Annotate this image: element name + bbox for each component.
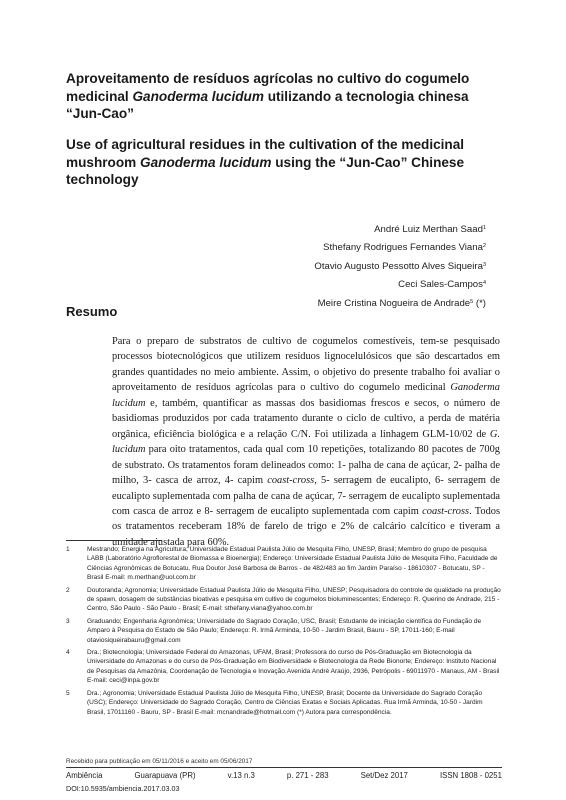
- abstract-text: , 5- serragem de eucalipto, 6- serragem de eucalipto suplementada com palha de cana de açúcar, 7- serragem de eucalipto suplementada com casca de arroz e 8- serragem de eucalipto suplementada com capim: [112, 475, 500, 517]
- title-pt-text: Aproveitamento de resíduos agrícolas no cultivo do cogumelo medicinal: [66, 71, 470, 104]
- author-affiliation-mark: 4: [482, 280, 486, 287]
- footnote-number: 1: [66, 546, 70, 553]
- footnote: [66, 617, 502, 645]
- footnote: [66, 545, 502, 583]
- footnote-text: Doutoranda; Agronomia; Universidade Estadual Paulista Júlio de Mesquita Filho, UNESP; Pesquisadora do controle de qualidade na produção de spawn, dosagem de substâncias bioativas e pesquisa em cultivo de cogumelos bioluminescentes; Endereço: R. Querino de Andrade, 215 - Centro, São Paulo - São Paulo - Brasil; E-mail: sthefany.viana@yahoo.com.br: [87, 586, 501, 613]
- abstract-species: Ganoderma lucidum: [112, 382, 500, 409]
- footnote: [66, 648, 502, 686]
- author-affiliation-mark: 1: [482, 225, 486, 231]
- author-affiliation-mark: 5: [470, 298, 474, 305]
- author-name: Meire Cristina Nogueira de Andrade: [317, 297, 471, 309]
- title-english: [66, 136, 506, 189]
- footer-divider: [66, 767, 502, 768]
- footnote: [66, 689, 502, 717]
- author-name: Otavio Augusto Pessotto Alves Siqueira: [314, 260, 483, 272]
- footnote-text: Dra.; Biotecnologia; Universidade Federal do Amazonas, UFAM, Brasil; Professora do curso de Pós-Graduação em Biotecnologia da Universidade do Amazonas e do curso de Pós-Graduação em Biodiversidade e Biotecnologia da Rede Bionorte; Endereço: Instituto Nacional de Pesquisas da Amazônia, Coordenação de Tecnologia e Inovação.Avenida André Araújo, 2936, Petrópolis - 69011970 - Manaus, AM - Brasil E-mail: ceci@inpa.gov.br: [87, 649, 500, 685]
- abstract-text: e, também, quantificar as massas dos basidiomas frescos e secos, o número de basidiomas produzidos por cada tratamento durante o ciclo de cultivo, a perda de matéria orgânica, eficiência biológica e a relação C/N. Foi utilizada a linhagem GLM-10/02 de: [112, 397, 500, 440]
- footnote-text: Dra.; Agronomia; Universidade Estadual Paulista Júlio de Mesquita Filho, UNESP, Brasil; Docente da Universidade do Sagrado Coração (USC); Endereço: Universidade do Sagrado Coração, Centro de Ciências Exatas e Sociais Aplicadas. Rua Irmã Arminda, 10-50 - Jardim Brasil, 17011160 - Bauru, SP - Brasil E-mail: mcnandrade@hotmail.com (*) Autora para correspondência.: [87, 689, 483, 716]
- section-heading-resumo: Resumo: [66, 304, 118, 319]
- footnote: [66, 586, 502, 614]
- author-name: Ceci Sales-Campos: [398, 279, 483, 291]
- title-en-text: Use of agricultural residues in the cultivation of the medicinal mushroom: [66, 137, 465, 170]
- abstract-body: [112, 334, 500, 550]
- author: [314, 220, 486, 238]
- abstract-text: . Todos os tratamentos receberam 18% de farelo de trigo e 2% de calcário calcítico e tiveram a umidade ajustada para 60%.: [112, 505, 501, 548]
- author: [314, 257, 486, 275]
- footnote-number: 4: [66, 649, 70, 657]
- author-affiliation-mark: 2: [482, 243, 486, 250]
- abstract-text: para oito tratamentos, cada qual com 10 repetições, totalizando 80 pacotes de 700g de substrato. Os tratamentos foram delineados como: 1- palha de cana de açúcar, 2- palha de milho, 3- casca de arroz, 4- capim: [112, 444, 500, 487]
- journal-city: Guarapuava (PR): [134, 771, 196, 780]
- issue-date: Set/Dez 2017: [360, 771, 408, 780]
- footnote-number: 5: [66, 689, 70, 697]
- abstract-species: G. lucidum: [112, 428, 500, 456]
- footnote-divider: [66, 540, 162, 541]
- author-name: Sthefany Rodrigues Fernandes Viana: [323, 242, 483, 254]
- issn: ISSN 1808 - 0251: [439, 771, 502, 780]
- footnote-number: 2: [66, 586, 70, 594]
- author: [314, 275, 486, 293]
- title-portuguese: [66, 70, 506, 123]
- author: [314, 238, 486, 256]
- footnote-text: Mestrando; Energia na Agricultura; Universidade Estadual Paulista Júlio de Mesquita Filho, UNESP, Brasil; Membro do grupo de pesquisa LABB (Laboratório Agroflorestal de Biomassa e Bioenergia); Endereço: Universidade Estadual Paulista Júlio de Mesquita Filho, Faculdade de Ciências Agronômicas de Botucatu. Rua Doutor José Barbosa de Barros - de 482/483 ao fim Jardim Paraíso - 18610307 - Botucatu, SP - Brasil E-mail: m.merthan@uol.com.br: [87, 546, 498, 582]
- author-extra: (*): [473, 297, 486, 309]
- title-pt-species: Ganoderma lucidum: [132, 88, 264, 104]
- doi: DOI:10.5935/ambiencia.2017.03.03: [66, 784, 180, 793]
- abstract-grass-name: coast-cross: [267, 475, 315, 487]
- page-footer: [66, 771, 502, 780]
- page-range: p. 271 - 283: [286, 771, 329, 780]
- author: [314, 294, 486, 312]
- footnote-list: [66, 545, 502, 720]
- abstract-text: Para o preparo de substratos de cultivo de cogumelos comestíveis, tem-se pesquisado processos biotecnológicos que utilizem resíduos lignocelulósicos que são descartados em grandes quantidades no meio ambiente. Assim, o objetivo do presente trabalho foi avaliar o aproveitamento de resíduos agrícolas para o cultivo do cogumelo medicinal: [112, 336, 500, 394]
- footnote-text: Graduando; Engenharia Agronômica; Universidade do Sagrado Coração, USC, Brasil; Estudante de iniciação científica do Fundação de Amparo à Pesquisa do Estado de São Paulo; Endereço: R. Irmã Arminda, 10-50 - Jardim Brasil, Bauru - SP, 17011-160; E-mail otaviosiqueirabauru@gmail.com: [87, 617, 482, 644]
- author-name: André Luiz Merthan Saad: [374, 224, 483, 235]
- title-pt-text-end: utilizando a tecnologia chinesa “Jun-Cao”: [66, 88, 469, 121]
- footnote-number: 3: [66, 617, 70, 625]
- author-list: [314, 220, 486, 312]
- volume-issue: v.13 n.3: [227, 771, 255, 780]
- received-date-note: Recebido para publicação em 05/11/2016 e aceito em 05/06/2017: [66, 758, 253, 765]
- title-en-species: Ganoderma lucidum: [140, 154, 272, 170]
- title-en-text-end: using the “Jun-Cao” Chinese technology: [66, 154, 465, 187]
- author-affiliation-mark: 3: [482, 261, 486, 268]
- journal-name: Ambiência: [66, 771, 103, 780]
- abstract-grass-name: coast-cross: [422, 505, 470, 517]
